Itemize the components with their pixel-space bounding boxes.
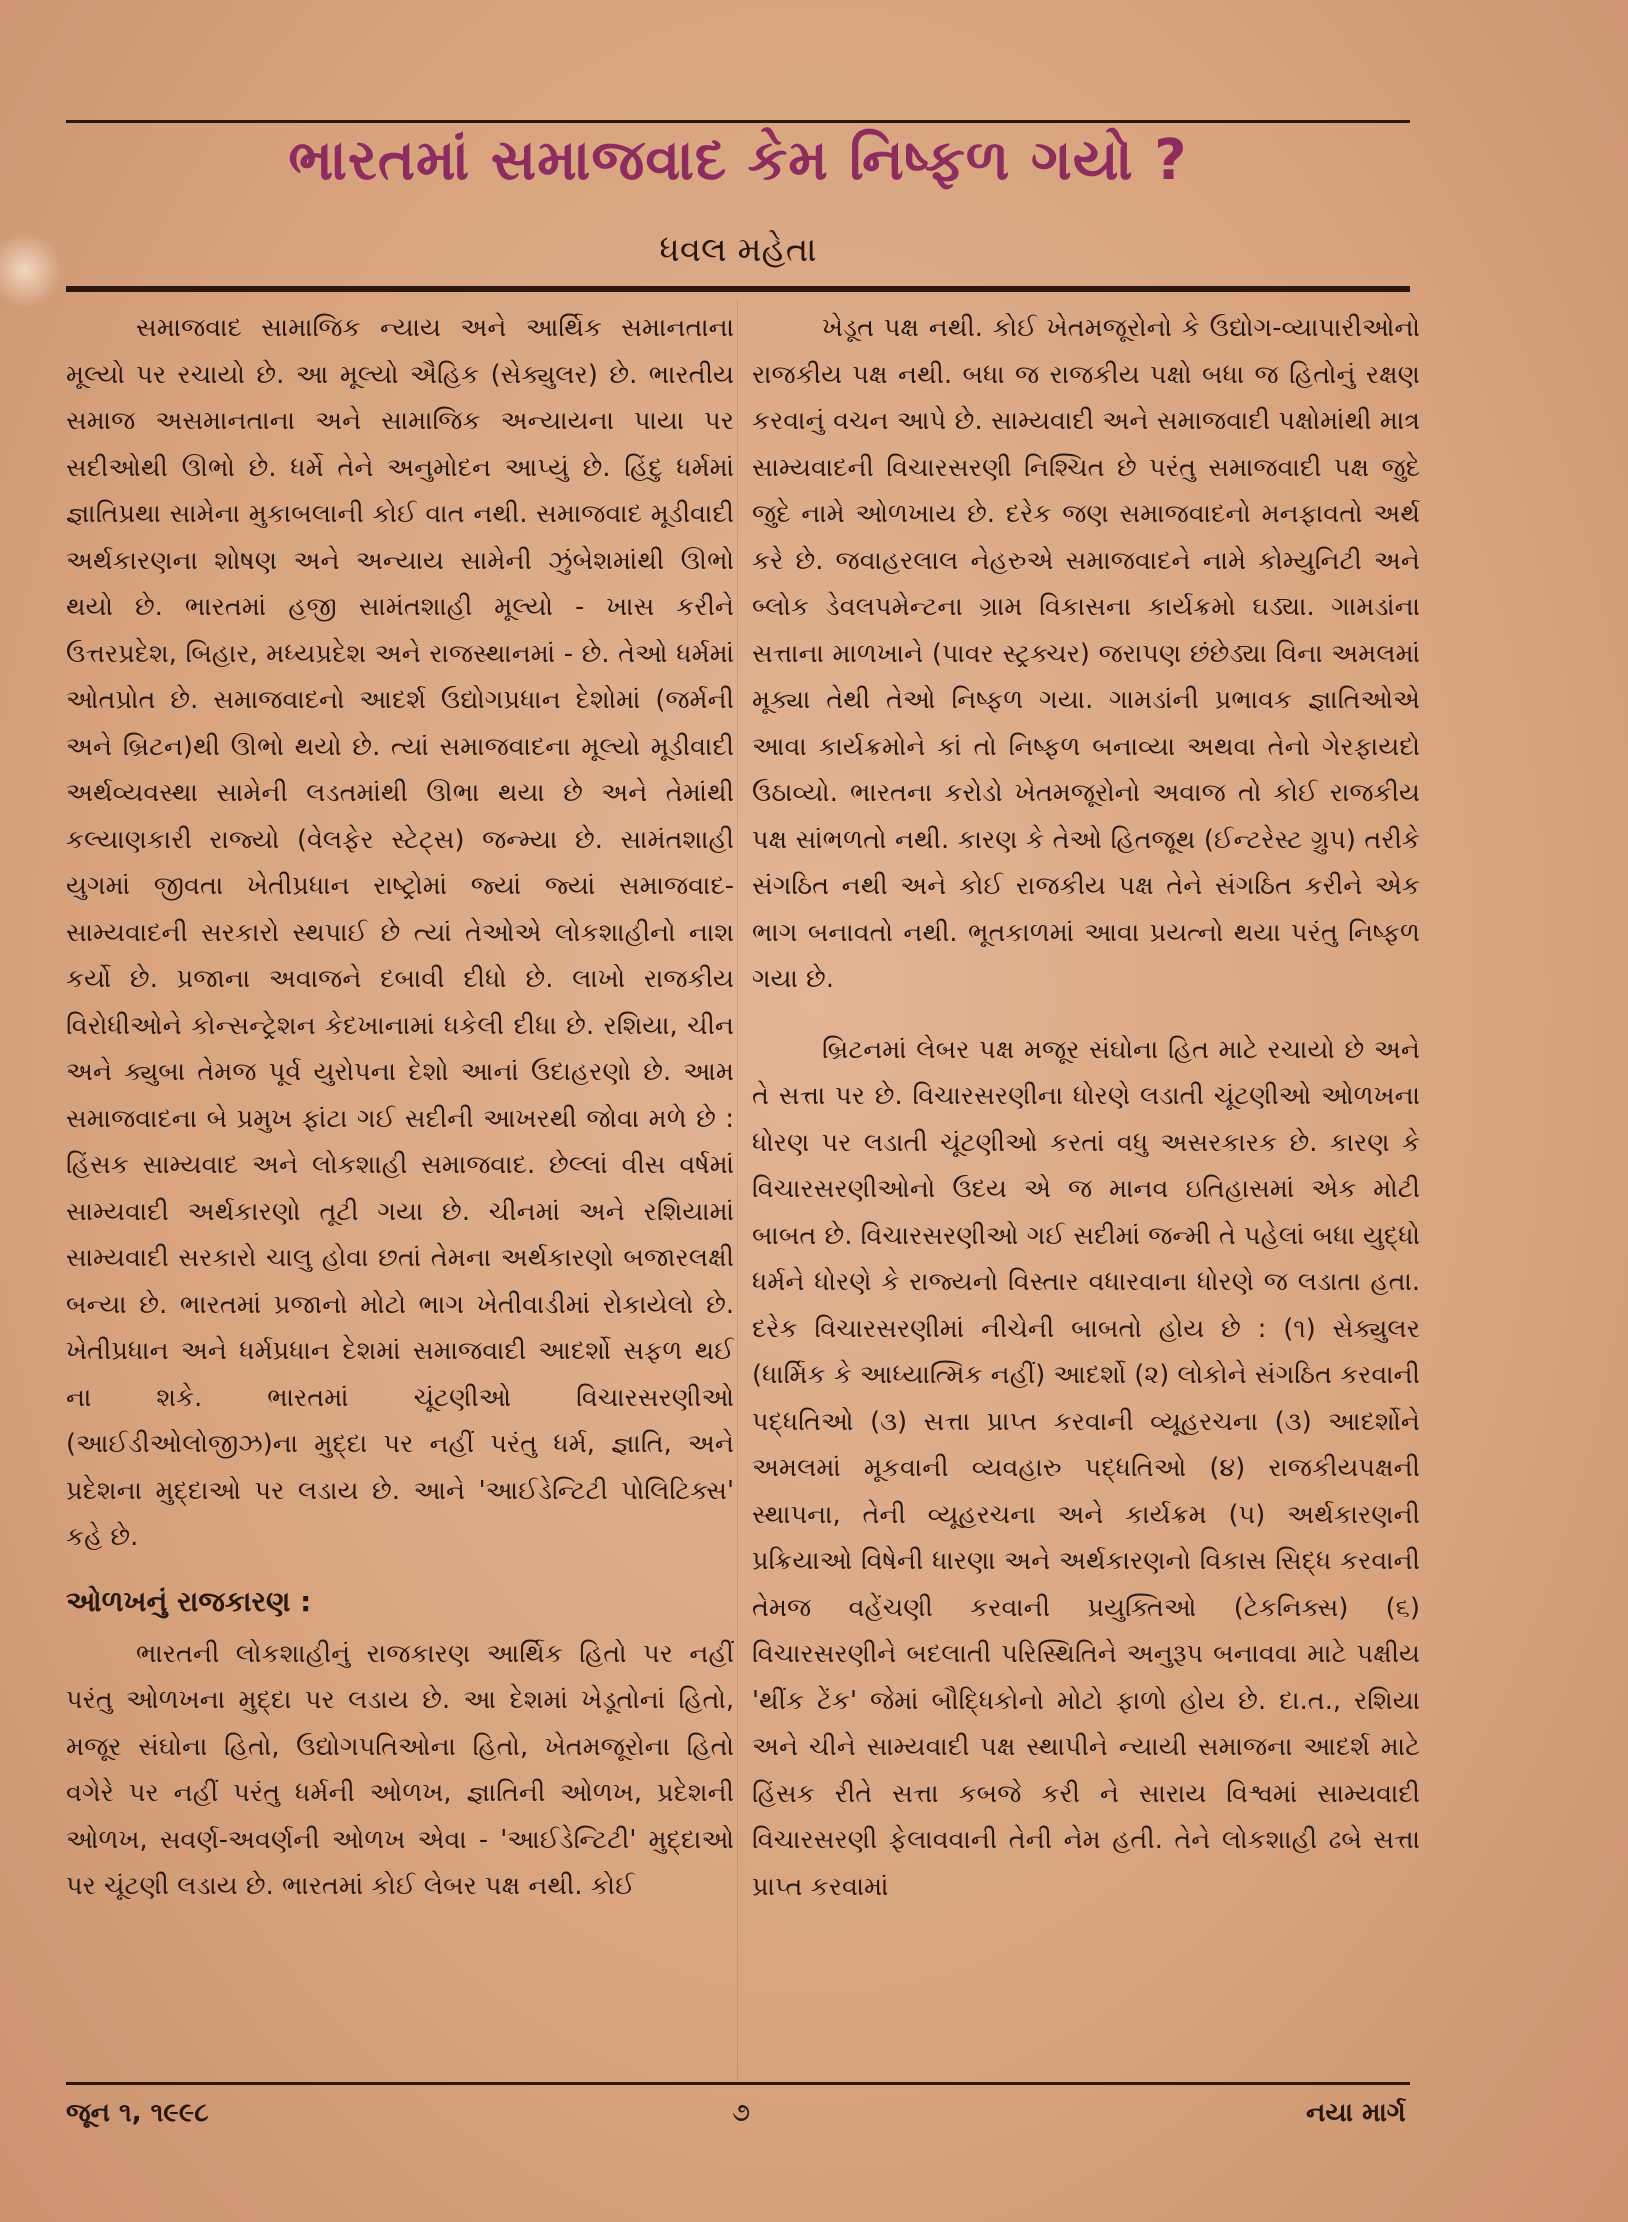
paper-stain <box>0 230 60 310</box>
article-author: ધવલ મહેતા <box>659 230 817 270</box>
issue-date: જૂન ૧, ૧૯૯૮ <box>66 2098 209 2128</box>
header-rule <box>66 286 1410 292</box>
right-column <box>752 305 1420 1910</box>
top-rule <box>66 120 1410 123</box>
column-divider <box>737 300 738 2080</box>
footer-rule <box>66 2082 1410 2085</box>
section-heading: ઓળખનું રાજકારણ : <box>66 1584 312 1618</box>
page-number: ૭ <box>732 2098 751 2128</box>
paragraph: ભારતની લોકશાહીનું રાજકારણ આર્થિક હિતો પર નહીં પરંતુ ઓળખના મુદ્દા પર લડાય છે. આ દેશમાં ખેડૂતોનાં હિતો, મજૂર સંઘોના હિતો, ઉદ્યોગપતિઓના હિતો, ખેતમજૂરોના હિતો વગેરે પર નહીં પરંતુ ધર્મની ઓળખ, જ્ઞાતિની ઓળખ, પ્રદેશની ઓળખ, સવર્ણ-અવર્ણની ઓળખ એવા - 'આઈડેન્ટિટી' મુદ્દાઓ પર ચૂંટણી લડાય છે. ભારતમાં કોઈ લેબર પક્ષ નથી. કોઈ <box>66 1638 734 1901</box>
paragraph: ખેડૂત પક્ષ નથી. કોઈ ખેતમજૂરોનો કે ઉદ્યોગ-વ્યાપારીઓનો રાજકીય પક્ષ નથી. બધા જ રાજકીય પક્ષો બધા જ હિતોનું રક્ષણ કરવાનું વચન આપે છે. સામ્યવાદી અને સમાજવાદી પક્ષોમાંથી માત્ર સામ્યવાદની વિચારસરણી નિશ્ચિત છે પરંતુ સમાજવાદી પક્ષ જુદે જુદે નામે ઓળખાય છે. દરેક જણ સમાજવાદનો મનફાવતો અર્થ કરે છે. જવાહરલાલ નેહરુએ સમાજવાદને નામે કોમ્યુનિટી અને બ્લોક ડેવલપમેન્ટના ગ્રામ વિકાસના કાર્યક્રમો ઘડ્યા. ગામડાંના સત્તાના માળખાને (પાવર સ્ટ્રક્ચર) જરાપણ છંછેડ્યા વિના અમલમાં મૂક્યા તેથી તેઓ નિષ્ફળ ગયા. ગામડાંની પ્રભાવક જ્ઞાતિઓએ આવા કાર્યક્રમોને કાં તો નિષ્ફળ બનાવ્યા અથવા તેનો ગેરફાયદો ઉઠાવ્યો. ભારતના કરોડો ખેતમજૂરોનો અવાજ તો કોઈ રાજકીય પક્ષ સાંભળતો નથી. કારણ કે તેઓ હિતજૂથ (ઈન્ટરેસ્ટ ગ્રુપ) તરીકે સંગઠિત નથી અને કોઈ રાજકીય પક્ષ તેને સંગઠિત કરીને એક ભાગ બનાવતો નથી. ભૂતકાળમાં આવા પ્રયત્નો થયા પરંતુ નિષ્ફળ ગયા છે. <box>752 313 1420 994</box>
left-column <box>66 305 734 1910</box>
magazine-name: નયા માર્ગ <box>1306 2098 1406 2128</box>
paragraph: સમાજવાદ સામાજિક ન્યાય અને આર્થિક સમાનતાના મૂલ્યો પર રચાયો છે. આ મૂલ્યો ઐહિક (સેક્યુલર) છે. ભારતીય સમાજ અસમાનતાના અને સામાજિક અન્યાયના પાયા પર સદીઓથી ઊભો છે. ધર્મે તેને અનુમોદન આપ્યું છે. હિંદુ ધર્મમાં જ્ઞાતિપ્રથા સામેના મુકાબલાની કોઈ વાત નથી. સમાજવાદ મૂડીવાદી અર્થકારણના શોષણ અને અન્યાય સામેની ઝુંબેશમાંથી ઊભો થયો છે. ભારતમાં હજી સામંતશાહી મૂલ્યો - ખાસ કરીને ઉત્તરપ્રદેશ, બિહાર, મધ્યપ્રદેશ અને રાજસ્થાનમાં - છે. તેઓ ધર્મમાં ઓતપ્રોત છે. સમાજવાદનો આદર્શ ઉદ્યોગપ્રધાન દેશોમાં (જર્મની અને બ્રિટન)થી ઊભો થયો છે. ત્યાં સમાજવાદના મૂલ્યો મૂડીવાદી અર્થવ્યવસ્થા સામેની લડતમાંથી ઊભા થયા છે અને તેમાંથી કલ્યાણકારી રાજ્યો (વેલફેર સ્ટેટ્સ) જન્મ્યા છે. સામંતશાહી યુગમાં જીવતા ખેતીપ્રધાન રાષ્ટ્રોમાં જ્યાં જ્યાં સમાજવાદ-સામ્યવાદની સરકારો સ્થપાઈ છે ત્યાં તેઓએ લોકશાહીનો નાશ કર્યો છે. પ્રજાના અવાજને દબાવી દીધો છે. લાખો રાજકીય વિરોધીઓને કોન્સન્ટ્રેશન કેદખાનામાં ધકેલી દીધા છે. રશિયા, ચીન અને ક્યુબા તેમજ પૂર્વ યુરોપના દેશો આનાં ઉદાહરણો છે. આમ સમાજવાદના બે પ્રમુખ ફાંટા ગઈ સદીની આખરથી જોવા મળે છે : હિંસક સામ્યવાદ અને લોકશાહી સમાજવાદ. છેલ્લાં વીસ વર્ષમાં સામ્યવાદી અર્થકારણો તૂટી ગયા છે. ચીનમાં અને રશિયામાં સામ્યવાદી સરકારો ચાલુ હોવા છતાં તેમના અર્થકારણો બજારલક્ષી બન્યા છે. ભારતમાં પ્રજાનો મોટો ભાગ ખેતીવાડીમાં રોકાયેલો છે. ખેતીપ્રધાન અને ધર્મપ્રધાન દેશમાં સમાજવાદી આદર્શો સફળ થઈ ના શકે. ભારતમાં ચૂંટણીઓ વિચારસરણીઓ (આઈડીઓલોજીઝ)ના મુદ્દા પર નહીં પરંતુ ધર્મ, જ્ઞાતિ, અને પ્રદેશના મુદ્દાઓ પર લડાય છે. આને 'આઈડેન્ટિટી પોલિટિક્સ' કહે છે. <box>66 313 734 1552</box>
article-title: ભારતમાં સમાજવાદ કેમ નિષ્ફળ ગયો ? <box>288 128 1188 193</box>
paragraph: બ્રિટનમાં લેબર પક્ષ મજૂર સંઘોના હિત માટે રચાયો છે અને તે સત્તા પર છે. વિચારસરણીના ધોરણે લડાતી ચૂંટણીઓ ઓળખના ધોરણ પર લડાતી ચૂંટણીઓ કરતાં વધુ અસરકારક છે. કારણ કે વિચારસરણીઓનો ઉદય એ જ માનવ ઇતિહાસમાં એક મોટી બાબત છે. વિચારસરણીઓ ગઈ સદીમાં જન્મી તે પહેલાં બધા યુદ્ધો ધર્મને ધોરણે કે રાજ્યનો વિસ્તાર વધારવાના ધોરણે જ લડાતા હતા. દરેક વિચારસરણીમાં નીચેની બાબતો હોય છે : (૧) સેક્યુલર (ધાર્મિક કે આધ્યાત્મિક નહીં) આદર્શો (૨) લોકોને સંગઠિત કરવાની પદ્ધતિઓ (૩) સત્તા પ્રાપ્ત કરવાની વ્યૂહરચના (૩) આદર્શોને અમલમાં મૂકવાની વ્યવહારુ પદ્ધતિઓ (૪) રાજકીયપક્ષની સ્થાપના, તેની વ્યૂહરચના અને કાર્યક્રમ (૫) અર્થકારણની પ્રક્રિયાઓ વિષેની ધારણા અને અર્થકારણનો વિકાસ સિદ્ધ કરવાની તેમજ વહેંચણી કરવાની પ્રયુક્તિઓ (ટેકનિક્સ) (૬) વિચારસરણીને બદલાતી પરિસ્થિતિને અનુરૂપ બનાવવા માટે પક્ષીય 'થીંક ટેંક' જેમાં બૌદ્ધિકોનો મોટો ફાળો હોય છે. દા.ત., રશિયા અને ચીને સામ્યવાદી પક્ષ સ્થાપીને ન્યાયી સમાજના આદર્શ માટે હિંસક રીતે સત્તા કબજે કરી ને સારાય વિશ્વમાં સામ્યવાદી વિચારસરણી ફેલાવવાની તેની નેમ હતી. તેને લોકશાહી ઢબે સત્તા પ્રાપ્ત કરવામાં <box>752 1034 1420 1902</box>
